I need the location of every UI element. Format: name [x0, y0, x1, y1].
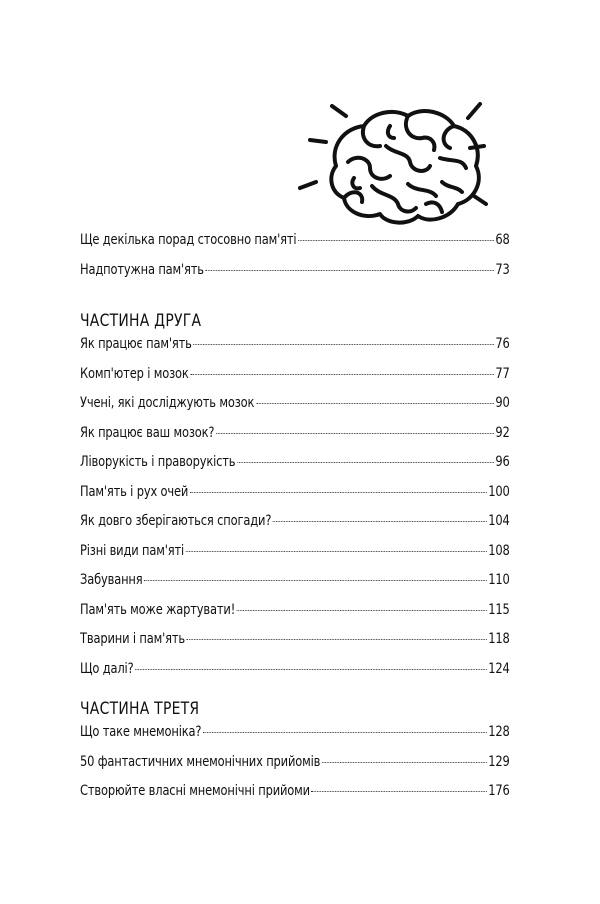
toc-entry-page: 124 [488, 660, 510, 677]
toc-entry-title: Що таке мнемоніка? [80, 724, 202, 740]
toc-entry-title: Забування [80, 572, 143, 588]
toc-entry-leader [216, 433, 494, 434]
toc-entry-leader [135, 669, 486, 670]
toc-entry[interactable] [80, 602, 510, 632]
toc-entry-title: Різні види пам'яті [80, 542, 185, 559]
toc-entry-title: Комп'ютер і мозок [80, 365, 189, 382]
toc-entry[interactable] [80, 425, 510, 455]
toc-entry-page: 110 [488, 572, 510, 588]
toc-part-two [80, 306, 510, 690]
toc-entry-leader [190, 492, 487, 493]
toc-entry-leader [187, 639, 487, 640]
toc-entry-page: 100 [488, 483, 510, 500]
toc-entry-title: Як працює пам'ять [80, 336, 192, 352]
toc-entry-title: Як працює ваш мозок? [80, 424, 215, 441]
part-two-list [80, 336, 510, 690]
toc-entry-title: Створюйте власні мнемонічні прийоми [80, 783, 310, 799]
toc-entry-leader [312, 791, 487, 792]
toc-entry[interactable] [80, 395, 510, 425]
toc-entry-title: Пам'ять і рух очей [80, 483, 189, 500]
toc-entry-page: 129 [488, 753, 510, 770]
part-three-heading: ЧАСТИНА ТРЕТЯ [80, 699, 200, 719]
brain-icon [290, 96, 500, 236]
toc-entry-leader [237, 610, 487, 611]
toc-entry-title: Як довго зберігаються спогади? [80, 513, 272, 529]
toc-entry-leader [298, 240, 494, 241]
toc-entry-page: 90 [495, 395, 510, 411]
toc-entry[interactable] [80, 366, 510, 396]
toc-part-three [80, 694, 510, 813]
toc-entry-page: 73 [495, 261, 510, 278]
toc-entry[interactable] [80, 754, 510, 784]
toc-entry[interactable] [80, 572, 510, 602]
toc-entry-page: 108 [488, 542, 510, 559]
toc-entry[interactable] [80, 661, 510, 691]
toc-entry-leader [186, 551, 487, 552]
toc-entry[interactable] [80, 262, 510, 292]
toc-entry-page: 68 [495, 232, 510, 248]
toc-entry-page: 96 [495, 454, 510, 470]
toc-entry-title: Що далі? [80, 660, 134, 677]
toc-entry-title: Надпотужна пам'ять [80, 261, 204, 278]
toc-entry-title: 50 фантастичних мнемонічних прийомів [80, 753, 321, 770]
toc-entry-leader [203, 732, 487, 733]
toc-entry-page: 104 [488, 513, 510, 529]
toc-entry-title: Пам'ять може жартувати! [80, 601, 236, 618]
toc-section-one-tail [80, 232, 510, 291]
toc-entry-page: 118 [488, 631, 510, 647]
toc-entry[interactable] [80, 484, 510, 514]
part-three-list [80, 724, 510, 813]
toc-entry-page: 77 [495, 365, 510, 382]
toc-entry-title: Ліворукість і праворукість [80, 454, 236, 470]
toc-entry[interactable] [80, 543, 510, 573]
toc-entry-leader [273, 521, 487, 522]
toc-entry-leader [237, 462, 494, 463]
toc-entry-page: 92 [495, 424, 510, 441]
toc-entry[interactable] [80, 336, 510, 366]
toc-entry-title: Учені, які досліджують мозок [80, 395, 255, 411]
toc-entry-page: 76 [495, 336, 510, 352]
toc-entry-title: Ще декілька порад стосовно пам'яті [80, 232, 297, 248]
toc-entry[interactable] [80, 783, 510, 813]
toc-entry[interactable] [80, 513, 510, 543]
toc-entry-page: 176 [488, 783, 510, 799]
toc-entry-leader [256, 403, 494, 404]
toc-entry-title: Тварини і пам'ять [80, 631, 185, 647]
toc-entry[interactable] [80, 454, 510, 484]
toc-entry-leader [193, 344, 493, 345]
toc-entry[interactable] [80, 724, 510, 754]
part-two-heading: ЧАСТИНА ДРУГА [80, 311, 202, 331]
toc-entry-leader [190, 374, 493, 375]
toc-entry[interactable] [80, 631, 510, 661]
toc-entry-leader [206, 270, 494, 271]
toc-entry-leader [322, 762, 487, 763]
toc-entry-page: 128 [488, 724, 510, 740]
toc-entry-page: 115 [488, 601, 510, 618]
toc-entry[interactable] [80, 232, 510, 262]
toc-entry-leader [144, 580, 486, 581]
